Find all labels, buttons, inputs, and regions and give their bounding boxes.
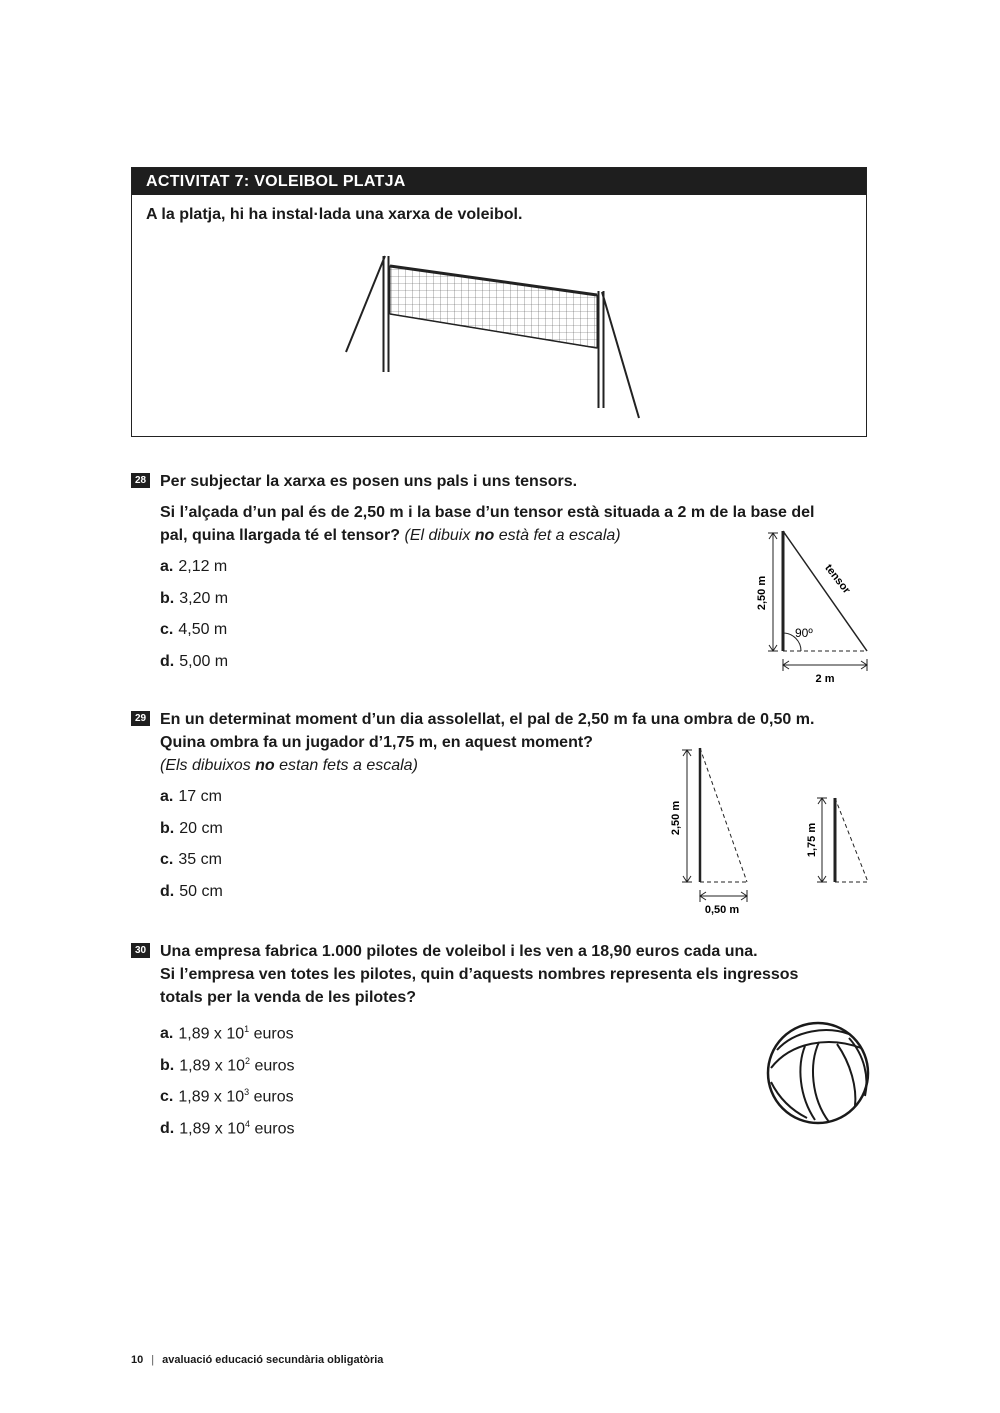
page-footer (131, 1354, 383, 1366)
option-d[interactable]: d. 5,00 m (160, 652, 229, 670)
question-number: 29 (131, 711, 150, 726)
pole-height-label: 2,50 m (670, 800, 682, 836)
shadow-label: 0,50 m (704, 904, 740, 916)
question-text: Per subjectar la xarxa es posen uns pals i uns tensors. (160, 473, 578, 490)
footer-separator: | (151, 1354, 155, 1366)
height-label: 2,50 m (756, 575, 768, 611)
question-30 (131, 940, 871, 1145)
question-number: 28 (131, 473, 150, 488)
option-c[interactable]: c. 1,89 x $10^3$ euros (160, 1087, 294, 1106)
question-text: totals per la venda de les pilotes? (160, 989, 417, 1006)
option-b[interactable]: b. 3,20 m (160, 589, 229, 607)
question-text: Si l’empresa ven totes les pilotes, quin d’aquests nombres representa els ingressos (160, 966, 799, 983)
tensor-label: tensor (822, 562, 853, 597)
angle-label: 90º (795, 626, 813, 640)
footer-text: avaluació educació secundària obligatòria (162, 1354, 384, 1366)
scale-note: (Els dibuixos no estan fets a escala) (160, 757, 418, 774)
page-number: 10 (131, 1354, 144, 1366)
player-height-label: 1,75 m (806, 822, 818, 858)
question-number: 30 (131, 943, 150, 958)
question-text: Si l’alçada d’un pal és de 2,50 m i la base d’un tensor està situada a 2 m de la base del (160, 504, 815, 521)
activity-intro: A la platja, hi ha instal·lada una xarxa de voleibol. (146, 206, 523, 223)
option-c[interactable]: c. 35 cm (160, 851, 222, 868)
question-text: Quina ombra fa un jugador d’1,75 m, en aquest moment? (160, 734, 593, 751)
shadow-figure (665, 742, 875, 922)
option-b[interactable]: b. 20 cm (160, 819, 223, 837)
activity-title: ACTIVITAT 7: VOLEIBOL PLATJA (132, 168, 866, 195)
option-d[interactable]: d. 50 cm (160, 882, 223, 900)
option-a[interactable]: a. 2,12 m (160, 558, 228, 575)
tensor-triangle-figure (745, 525, 875, 690)
option-a[interactable]: a. 1,89 x $10^1$ euros (160, 1024, 294, 1043)
base-label: 2 m (815, 673, 835, 685)
option-d[interactable]: d. 1,89 x $10^4$ euros (160, 1118, 295, 1137)
question-text: En un determinat moment d’un dia assolellat, el pal de 2,50 m fa una ombra de 0,50 m. (160, 711, 815, 728)
option-a[interactable]: a. 17 cm (160, 788, 222, 805)
volleyball-icon (765, 1020, 871, 1126)
option-c[interactable]: c. 4,50 m (160, 621, 228, 638)
activity-box (131, 167, 867, 437)
scale-note: (El dibuix no està fet a escala) (404, 527, 621, 544)
question-text: Una empresa fabrica 1.000 pilotes de voleibol i les ven a 18,90 euros cada una. (160, 943, 758, 960)
question-text: pal, quina llargada té el tensor? (160, 527, 401, 544)
option-b[interactable]: b. 1,89 x $10^2$ euros (160, 1055, 295, 1074)
